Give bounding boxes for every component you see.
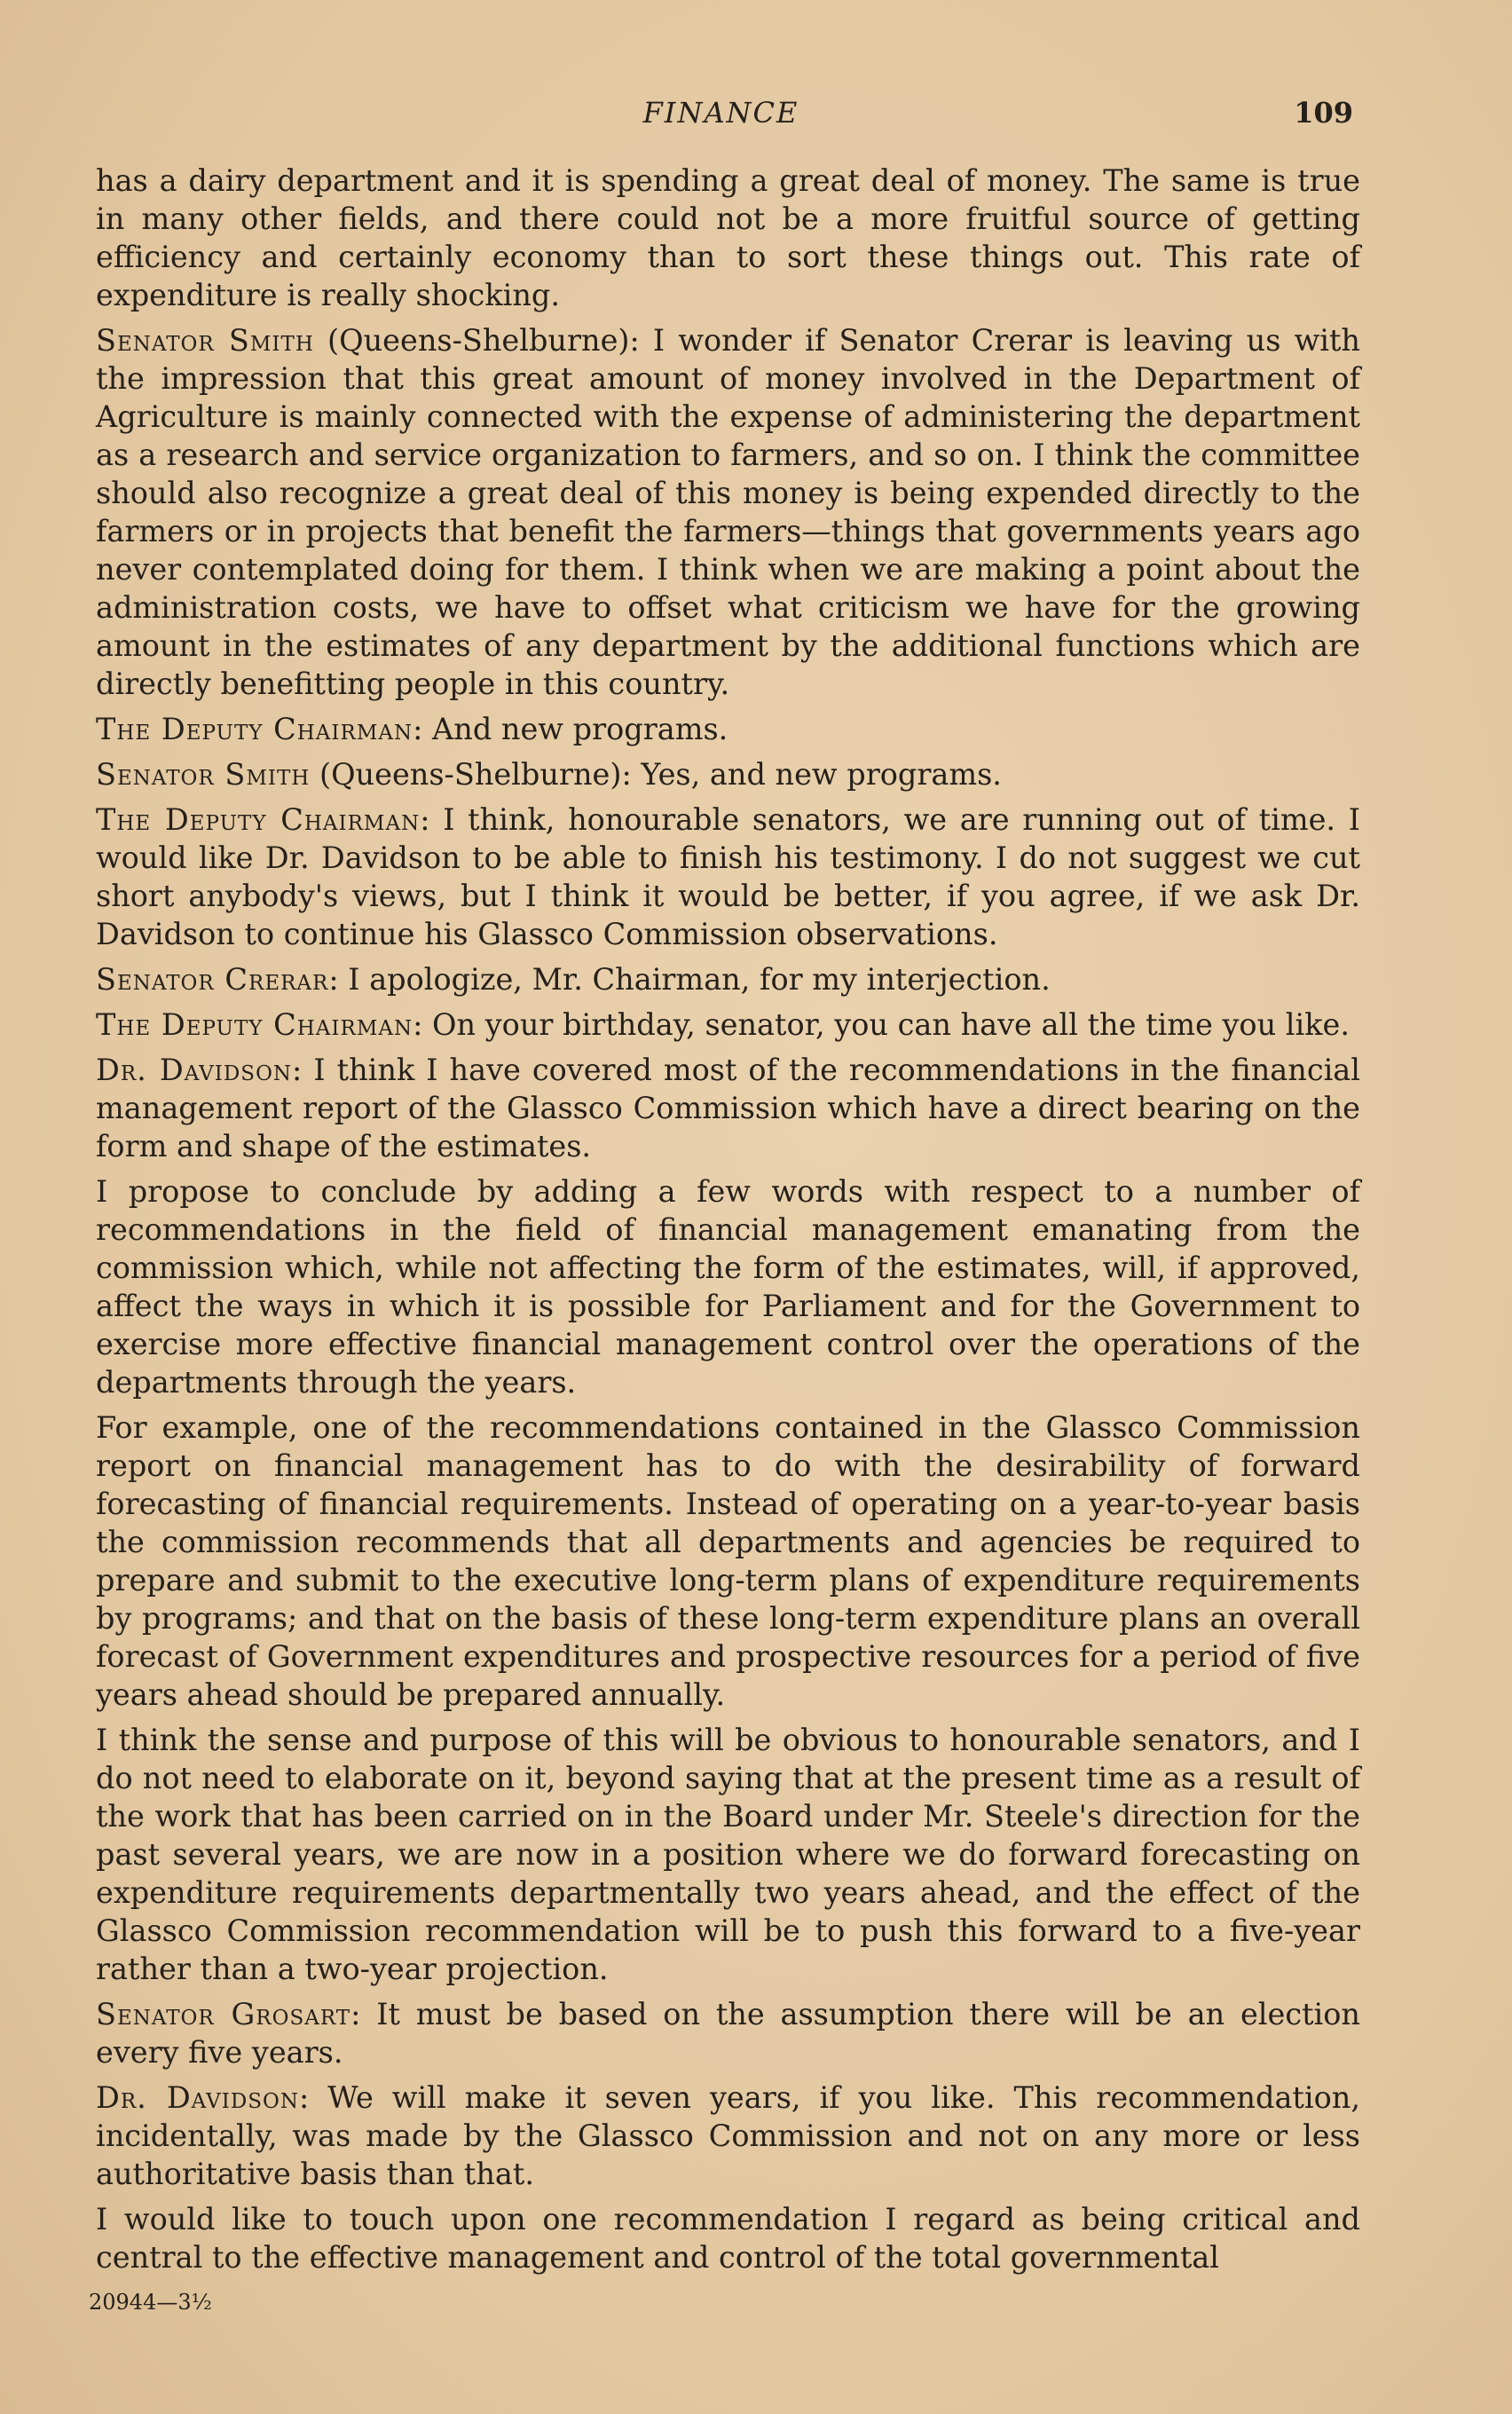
paragraph (96, 2079, 1360, 2193)
paragraph-text: (Queens-Shelburne): Yes, and new programs. (310, 757, 1002, 792)
running-title: FINANCE (642, 96, 799, 130)
running-header (89, 96, 1353, 135)
paragraph-text: I propose to conclude by adding a few words with respect to a number of recommendations in the field of financial management emanating from the commission which, while not affecting the form of the estimates, will, if approved, affect the ways in which it is possible for Parliament and for the Government to exercise more effective financial management control over the operations of the departments through the years. (96, 1174, 1360, 1400)
paragraph-text: For example, one of the recommendations contained in the Glassco Commission report on financial management has to do with the desirability of forward forecasting of financial requirements. Instead of operating on a year-to-year basis the commission recommends that all departments and agencies be required to prepare and submit to the executive long-term plans of expenditure requirements by programs; and that on the basis of these long-term expenditure plans an overall forecast of Government expenditures and prospective resources for a period of five years ahead should be prepared annually. (96, 1410, 1360, 1712)
speaker-name: Senator Crerar (96, 962, 329, 997)
speaker-name: The Deputy Chairman (96, 802, 421, 837)
paragraph-text: I would like to touch upon one recommendation I regard as being critical and central to the effective management and control of the total governmental (96, 2202, 1360, 2275)
speaker-name: Dr. Davidson (96, 1053, 293, 1087)
paragraph (96, 2200, 1360, 2276)
speaker-name: Senator Smith (96, 323, 314, 358)
speaker-name: The Deputy Chairman (96, 1007, 413, 1042)
paragraph-text: : On your birthday, senator, you can have all the time you like. (413, 1007, 1351, 1042)
speaker-name: Dr. Davidson (96, 2080, 300, 2115)
paragraph-text: : We will make it seven years, if you like. This recommendation, incidentally, was made by the Glassco Commission and not on any more or less authoritative basis than that. (96, 2080, 1360, 2191)
paragraph (96, 1051, 1360, 1165)
page-number: 109 (1294, 96, 1353, 130)
paragraph (96, 710, 1360, 748)
paragraph (96, 321, 1360, 703)
paragraph (96, 1408, 1360, 1714)
paragraph (96, 162, 1360, 314)
paragraph (96, 755, 1360, 793)
paragraph-text: (Queens-Shelburne): I wonder if Senator Crerar is leaving us with the impression that this great amount of money involved in the Department of Agriculture is mainly connected with the expense of administering the department as a research and service organization to farmers, and so on. I think the committee should also recognize a great deal of this money is being expended directly to the farmers or in projects that benefit the farmers—things that governments years ago never contemplated doing for them. I think when we are making a point about the administration costs, we have to offset what criticism we have for the growing amount in the estimates of any department by the additional functions which are directly benefitting people in this country. (96, 323, 1360, 701)
paragraph-text: : I apologize, Mr. Chairman, for my interjection. (328, 962, 1051, 997)
paragraph (96, 960, 1360, 998)
paragraph-text: : I think, honourable senators, we are running out of time. I would like Dr. Davidson to be able to finish his testimony. I do not suggest we cut short anybody's views, but I think it would be better, if you agree, if we ask Dr. Davidson to continue his Glassco Commission observations. (96, 802, 1360, 951)
paragraph-text: : And new programs. (413, 712, 728, 746)
paragraph-text: : I think I have covered most of the recommendations in the financial management report of the Glassco Commission which have a direct bearing on the form and shape of the estimates. (96, 1053, 1360, 1164)
paragraph (96, 1006, 1360, 1044)
signature-mark: 20944—3½ (89, 2290, 212, 2315)
paragraph (96, 1172, 1360, 1401)
paragraph (96, 1721, 1360, 1988)
speaker-name: The Deputy Chairman (96, 712, 413, 746)
paragraph (96, 1995, 1360, 2071)
paragraph-text: I think the sense and purpose of this will be obvious to honourable senators, and I do not need to elaborate on it, beyond saying that at the present time as a result of the work that has been carried on in the Board under Mr. Steele's direction for the past several years, we are now in a position where we do forward forecasting on expenditure requirements departmentally two years ahead, and the effect of the Glassco Commission recommendation will be to push this forward to a five-year rather than a two-year projection. (96, 1723, 1360, 1986)
speaker-name: Senator Grosart (96, 1997, 351, 2031)
speaker-name: Senator Smith (96, 757, 311, 792)
paragraph-text: : It must be based on the assumption there will be an election every five years. (96, 1997, 1361, 2070)
paragraph (96, 801, 1360, 953)
body-text (96, 162, 1360, 2284)
paragraph-text: has a dairy department and it is spending a great deal of money. The same is true in many other fields, and there could not be a more fruitful source of getting efficiency and certainly economy than to sort these things out. This rate of expenditure is really shocking. (96, 163, 1360, 312)
